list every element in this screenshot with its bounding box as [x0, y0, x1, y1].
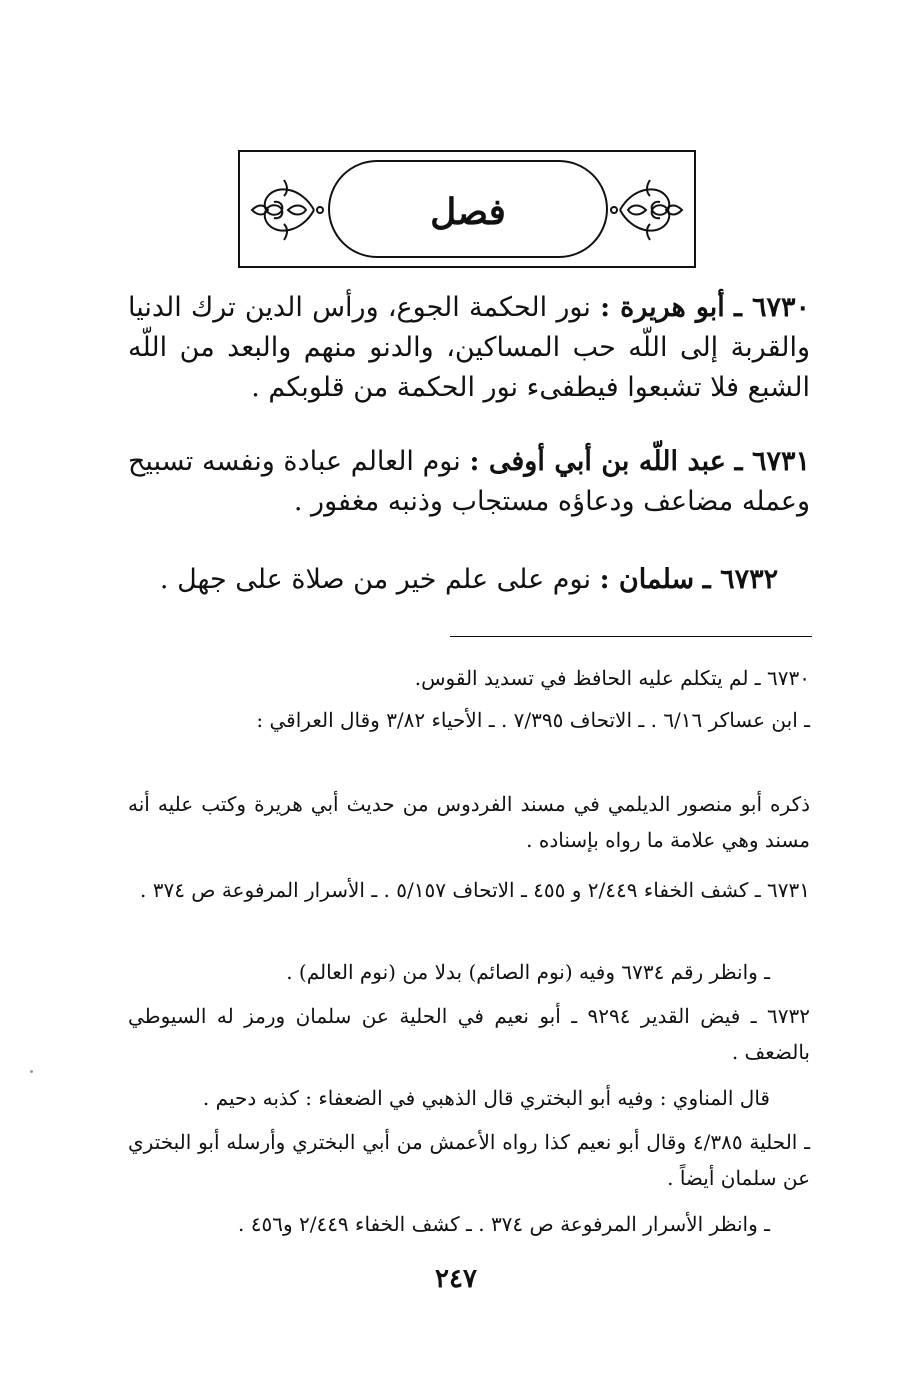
arabesque-ornament-right-icon	[608, 170, 690, 250]
chapter-title-cartouche	[328, 160, 608, 258]
hadith-number: ٦٧٣٢ ـ	[702, 564, 779, 595]
footnote: قال المناوي : وفيه أبو البختري قال الذهبي في الضعفاء : كذبه دحيم .	[202, 1086, 770, 1110]
hadith-narrator: سلمان :	[599, 564, 695, 595]
hadith-entry	[128, 288, 810, 408]
hadith-narrator: أبو هريرة :	[600, 292, 725, 323]
arabesque-ornament-left-icon	[244, 170, 326, 250]
footnote: ٦٧٣١ ـ كشف الخفاء ٢/٤٤٩ و ٤٥٥ ـ الاتحاف ٥/١٥٧ . ـ الأسرار المرفوعة ص ٣٧٤ .	[139, 878, 810, 902]
hadith-text: نوم على علم خير من صلاة على جهل .	[159, 564, 600, 595]
footnote: ٦٧٣٠ ـ لم يتكلم عليه الحافظ في تسديد القوس.	[414, 666, 810, 690]
footnote: ـ ابن عساكر ٦/١٦ . ـ الاتحاف ٧/٣٩٥ . ـ الأحياء ٣/٨٢ وقال العراقي :	[256, 708, 810, 732]
hadith-text: نوم العالم عبادة ونفسه تسبيح وعمله مضاعف ودعاؤه مستجاب وذنبه مغفور .	[128, 446, 810, 517]
footnote: ـ وانظر رقم ٦٧٣٤ وفيه (نوم الصائم) بدلا من (نوم العالم) .	[286, 960, 770, 984]
hadith-entry	[128, 442, 810, 522]
hadith-text: نور الحكمة الجوع، ورأس الدين ترك الدنيا والقربة إلى اللّه حب المساكين، والدنو منهم والبعد من اللّه الشبع فلا تشبعوا فيطفىء نور الحكمة من قلوبكم .	[128, 292, 810, 403]
hadith-narrator: عبد اللّه بن أبي أوفى :	[469, 446, 726, 477]
scan-speck	[30, 1070, 33, 1073]
footnote: ـ وانظر الأسرار المرفوعة ص ٣٧٤ . ـ كشف الخفاء ٢/٤٤٩ و٤٥٦ .	[238, 1212, 770, 1236]
hadith-number: ٦٧٣١ ـ	[734, 446, 811, 477]
chapter-header-frame	[238, 150, 696, 268]
footnote: ٦٧٣٢ ـ فيض القدير ٩٢٩٤ ـ أبو نعيم في الحلية عن سلمان ورمز له السيوطي بالضعف .	[128, 1004, 810, 1064]
page-number: ٢٤٧	[435, 1264, 477, 1294]
hadith-number: ٦٧٣٠ ـ	[734, 292, 810, 323]
footnote-separator	[450, 636, 812, 637]
footnote: ـ الحلية ٤/٣٨٥ وقال أبو نعيم كذا رواه الأعمش من أبي البختري وأرسله أبو البختري عن سلمان أيضاً .	[128, 1130, 811, 1190]
hadith-entry	[128, 560, 810, 600]
chapter-title: فصل	[430, 191, 506, 233]
footnote: ذكره أبو منصور الديلمي في مسند الفردوس من حديث أبي هريرة وكتب عليه أنه مسند وهي علامة ما رواه بإسناده .	[128, 792, 810, 852]
